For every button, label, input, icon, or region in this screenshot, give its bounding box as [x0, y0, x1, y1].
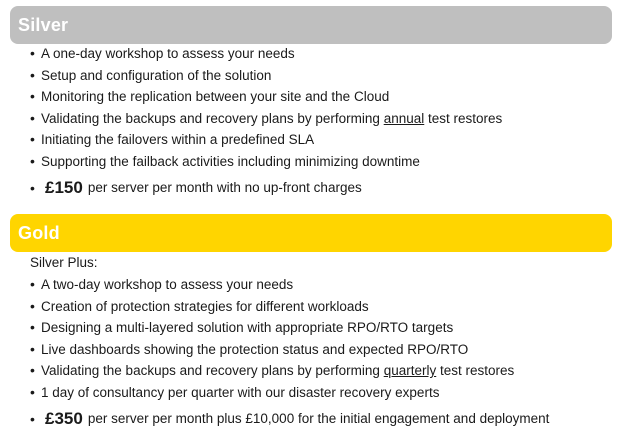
- gold-price-line: [30, 406, 549, 432]
- gold-price: £350: [45, 409, 83, 428]
- bullet-icon: •: [30, 180, 35, 196]
- list-item: • Designing a multi-layered solution with appropriate RPO/RTO targets: [30, 317, 549, 339]
- bullet-icon: •: [30, 362, 35, 378]
- bullet-icon: •: [30, 340, 35, 357]
- list-item: • Setup and configuration of the solution: [30, 65, 502, 87]
- bullet-icon: •: [30, 109, 35, 126]
- list-item: • Creation of protection strategies for different workloads: [30, 296, 549, 318]
- bullet-icon: •: [30, 297, 35, 314]
- list-item: • 1 day of consultancy per quarter with our disaster recovery experts: [30, 382, 549, 404]
- silver-header: [10, 6, 612, 44]
- list-item: • Live dashboards showing the protection status and expected RPO/RTO: [30, 339, 549, 361]
- bullet-icon: •: [30, 411, 35, 427]
- bullet-icon: •: [30, 152, 35, 169]
- underlined-term: annual: [383, 110, 425, 126]
- silver-price-line: [30, 175, 502, 201]
- silver-price: £150: [45, 178, 83, 197]
- bullet-icon: •: [30, 383, 35, 400]
- gold-feature-list: [30, 274, 549, 432]
- gold-header: [10, 214, 612, 252]
- silver-title: Silver: [18, 14, 69, 35]
- list-item: • A two-day workshop to assess your needs: [30, 274, 549, 296]
- list-item: • Supporting the failback activities including minimizing downtime: [30, 151, 502, 173]
- silver-feature-list: [30, 43, 502, 201]
- bullet-icon: •: [30, 276, 35, 292]
- list-item: • Initiating the failovers within a predefined SLA: [30, 129, 502, 151]
- bullet-icon: •: [30, 66, 35, 83]
- bullet-icon: •: [30, 131, 35, 147]
- bullet-icon: •: [30, 88, 35, 104]
- list-item: • A one-day workshop to assess your needs: [30, 43, 502, 65]
- gold-intro: Silver Plus:: [30, 255, 98, 270]
- bullet-icon: •: [30, 319, 35, 335]
- gold-title: Gold: [18, 222, 60, 243]
- list-item: • Validating the backups and recovery plans by performing quarterly test restores: [30, 360, 549, 382]
- underlined-term: quarterly: [383, 363, 437, 378]
- bullet-icon: •: [30, 45, 35, 61]
- silver-price-text: per server per month with no up-front charges: [87, 180, 362, 195]
- list-item: • Validating the backups and recovery plans by performing annual test restores: [30, 108, 502, 130]
- list-item: • Monitoring the replication between your site and the Cloud: [30, 86, 502, 108]
- gold-price-text: per server per month plus £10,000 for the initial engagement and deployment: [87, 411, 550, 426]
